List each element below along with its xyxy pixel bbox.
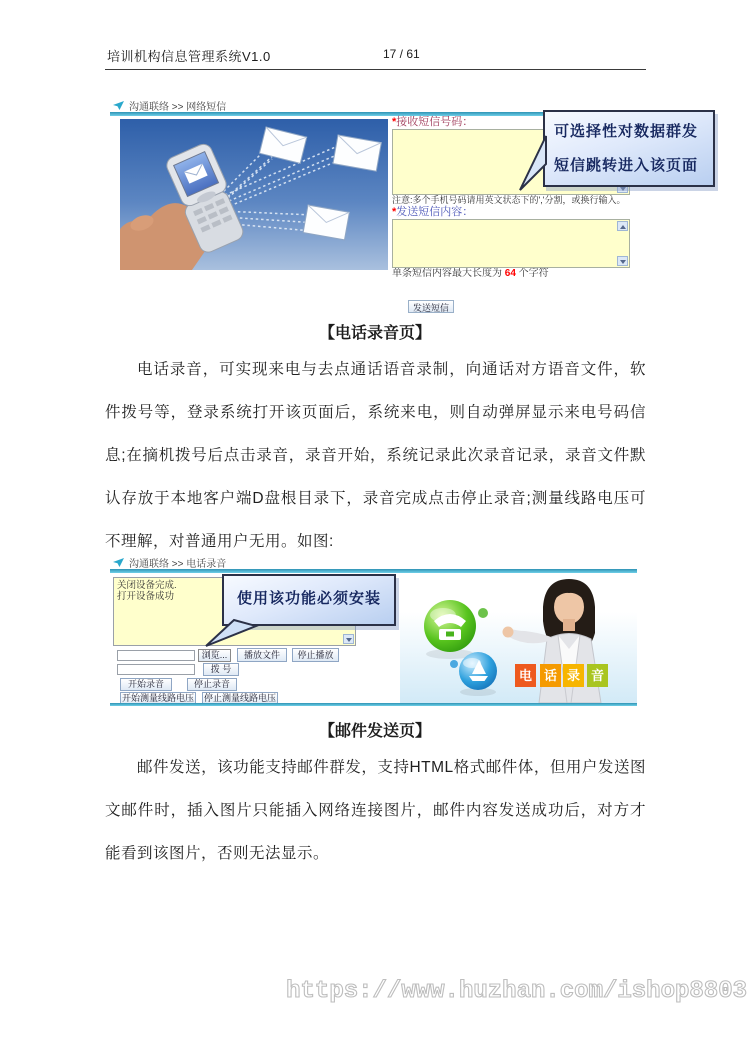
callout-tail — [204, 618, 264, 648]
callout-tail — [518, 134, 548, 194]
limit-value: 64 — [504, 268, 516, 279]
comm-icon — [112, 100, 125, 111]
send-sms-button[interactable]: 发送短信 — [408, 300, 454, 313]
recording-callout: 使用该功能必须安装 — [222, 574, 396, 626]
breadcrumb — [112, 555, 226, 569]
comm-icon — [112, 557, 125, 568]
phone-number-input[interactable] — [117, 664, 195, 675]
browse-button[interactable]: 浏览... — [198, 649, 231, 662]
file-path-input[interactable] — [117, 650, 195, 661]
banner-block: 音 — [587, 664, 608, 687]
banner-block: 话 — [540, 664, 561, 687]
start-measure-button[interactable]: 开始测量线路电压 — [121, 693, 194, 703]
stop-play-button[interactable]: 停止播放 — [292, 648, 339, 662]
recipient-note: 注意:多个手机号码请用英文状态下的','分割，或换行输入。 — [392, 195, 626, 205]
header-rule — [105, 69, 646, 70]
body-paragraph: 电话录音，可实现来电与去点通话语音录制，向通话对方语音文件，软件拨号等，登录系统打开该页面后，系统来电，则自动弹屏显示来电号码信息;在摘机拨号后点击录音，录音开始，系统记录此次录音记录，录音文件默认存放于本地客户端D盘根目录下，录音完成点击停止录音;测量线路电压可不理解，对普通用户无用。如图: — [105, 361, 646, 550]
callout-line: 短信跳转进入该页面 — [554, 157, 699, 174]
breadcrumb-text[interactable]: 沟通联络 >> 网络短信 — [129, 101, 227, 113]
section-caption: 【邮件发送页】 — [318, 723, 431, 740]
banner-block: 电 — [515, 664, 536, 687]
scroll-down-icon[interactable] — [617, 256, 628, 266]
content-textarea[interactable] — [392, 219, 630, 268]
bottom-divider — [110, 703, 637, 706]
stop-measure-button[interactable]: 停止测量线路电压 — [203, 693, 276, 703]
blue-dot — [450, 660, 458, 668]
required-asterisk: * — [392, 116, 397, 128]
breadcrumb-text[interactable]: 沟通联络 >> 电话录音 — [129, 558, 227, 570]
breadcrumb — [112, 98, 226, 112]
record-sphere-icon — [459, 652, 497, 690]
sms-callout — [543, 110, 715, 187]
body-paragraph: 邮件发送，该功能支持邮件群发，支持HTML格式邮件体，但用户发送图文邮件时，插入图片只能插入网络连接图片，邮件内容发送成功后，对方才能看到该图片，否则无法显示。 — [105, 759, 646, 862]
callout-line: 可选择性对数据群发 — [554, 123, 699, 140]
required-asterisk: * — [392, 206, 397, 218]
log-line: 关闭设备完成. — [117, 580, 177, 591]
dial-button[interactable]: 拨 号 — [203, 663, 239, 676]
content-label: *发送短信内容： — [392, 206, 474, 218]
phone-sphere-icon — [424, 600, 476, 652]
watermark: https://www.huzhan.com/ishop8803 — [286, 978, 747, 1005]
play-file-button[interactable]: 播放文件 — [237, 648, 287, 662]
start-record-button[interactable]: 开始录音 — [120, 678, 172, 691]
document-title: 培训机构信息管理系统V1.0 — [107, 49, 271, 64]
sms-illustration — [120, 119, 388, 270]
scroll-up-icon[interactable] — [617, 221, 628, 231]
banner-block: 录 — [563, 664, 584, 687]
length-limit-note: 单条短信内容最大长度为 64 个字符 — [392, 268, 549, 279]
section-caption: 【电话录音页】 — [318, 325, 431, 342]
stop-record-button[interactable]: 停止录音 — [187, 678, 237, 691]
green-dot — [478, 608, 488, 618]
recording-illustration — [400, 573, 637, 703]
page-number: 17 / 61 — [383, 47, 420, 61]
log-line: 打开设备成功 — [117, 591, 175, 602]
scroll-down-icon[interactable] — [343, 634, 354, 644]
recipient-label: *接收短信号码： — [392, 116, 474, 128]
